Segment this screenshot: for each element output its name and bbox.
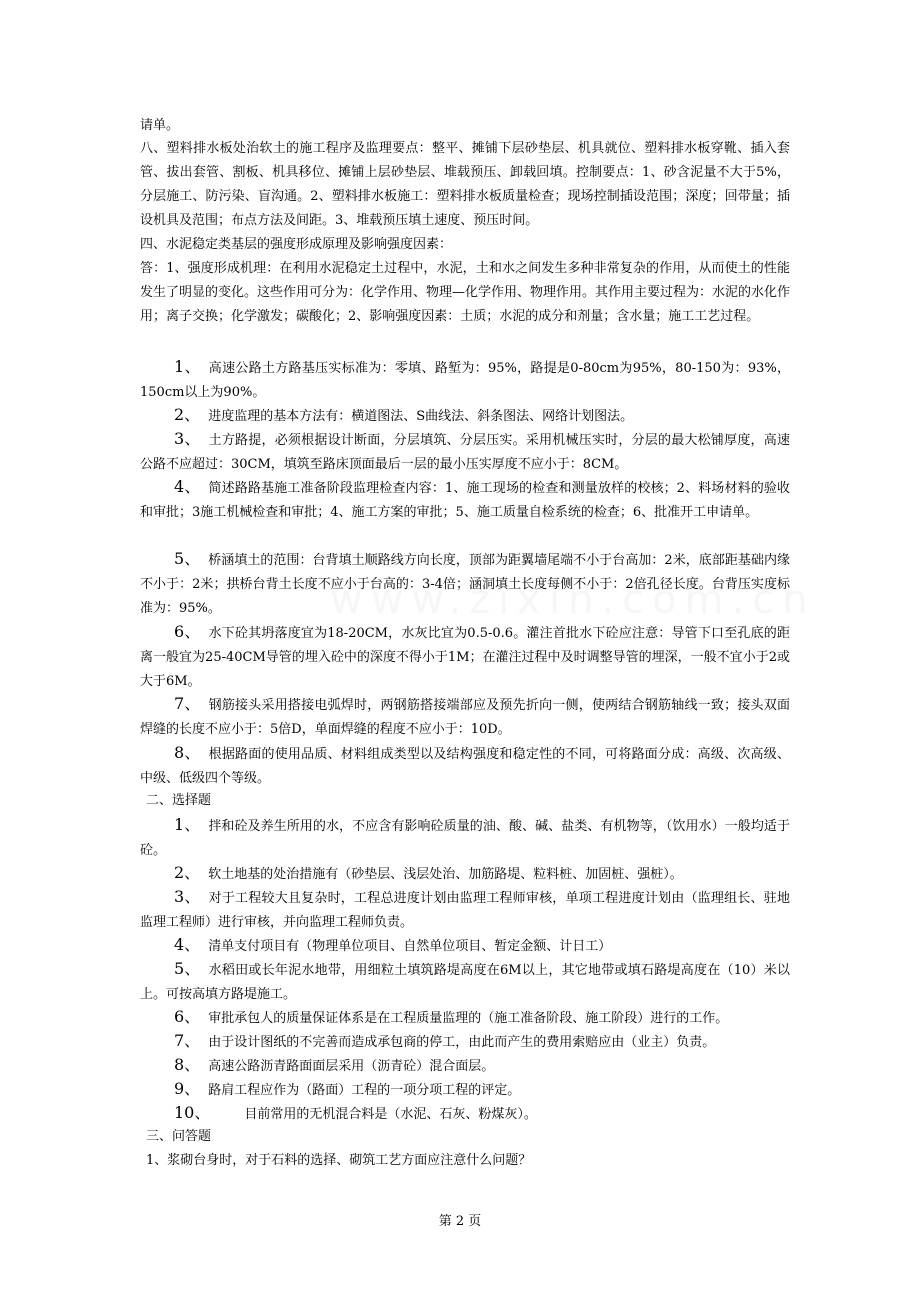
choice-item — [140, 1077, 790, 1103]
choice-item — [140, 1029, 790, 1055]
fill-item — [140, 475, 790, 525]
fill-item — [140, 620, 790, 694]
item-text: 审批承包人的质量保证体系是在工程质量监理的（施工准备阶段、施工阶段）进行的工作。 — [208, 1011, 729, 1026]
item-number: 6、 — [174, 1007, 201, 1026]
item-text: 目前常用的无机混合料是（水泥、石灰、粉煤灰）。 — [244, 1107, 537, 1122]
fill-item — [140, 427, 790, 477]
fill-item — [140, 355, 790, 405]
fill-item — [140, 403, 790, 429]
item-number: 10、 — [174, 1103, 211, 1122]
section-heading-choice: 二、选择题 — [146, 793, 212, 808]
item-text: 拌和砼及养生所用的水，不应含有影响砼质量的油、酸、碱、盐类、有机物等，（饮用水）一般均适于砼。 — [140, 819, 790, 858]
item-number: 9、 — [174, 1079, 201, 1098]
choice-item — [140, 1101, 790, 1127]
item-text: 根据路面的使用品质、材料组成类型以及结构强度和稳定性的不同，可将路面分成：高级、次高级、中级、低级四个等级。 — [140, 747, 790, 786]
intro-heading-4: 四、水泥稳定类基层的强度形成原理及影响强度因素： — [140, 237, 453, 252]
item-text: 由于设计图纸的不完善而造成承包商的停工，由此而产生的费用索赔应由（业主）负责。 — [208, 1035, 716, 1050]
item-number: 8、 — [174, 743, 201, 762]
item-number: 1、 — [174, 815, 201, 834]
fill-item — [140, 547, 790, 621]
choice-item — [140, 885, 790, 935]
item-text: 钢筋接头采用搭接电弧焊时，两钢筋搭接端部应及预先折向一侧，使两结合钢筋轴线一致；接头双面焊缝的长度不应小于：5倍D，单面焊缝的程度不应小于：10D。 — [140, 698, 790, 737]
item-text: 软土地基的处治措施有（砂垫层、浅层处治、加筋路堤、粒料桩、加固桩、强桩）。 — [208, 867, 683, 882]
item-text: 高速公路沥青路面面层采用（沥青砼）混合面层。 — [208, 1059, 495, 1074]
choice-item — [140, 933, 790, 959]
intro-answer: 答：1、强度形成机理：在利用水泥稳定土过程中，水泥，土和水之间发生多种非常复杂的作用，从而使土的性能发生了明显的变化。这些作用可分为：化学作用、物理—化学作用、物理作用。其作用主要过程为：水泥的水化作用；离子交换；化学激发；碳酸化；2、影响强度因素：土质；水泥的成分和剂量；含水量；施工工艺过程。 — [140, 261, 791, 324]
item-number: 5、 — [174, 549, 201, 568]
choice-item — [140, 1053, 790, 1079]
item-text: 水下砼其坍落度宜为18-20CM，水灰比宜为0.5-0.6。灌注首批水下砼应注意：导管下口至孔底的距离一般宜为25-40CM导管的埋入砼中的深度不得小于1M；在灌注过程中及时调整导管的埋深，一般不宜小于2或大于6M。 — [140, 626, 790, 689]
item-text: 桥涵填土的范围：台背填土顺路线方向长度，顶部为距翼墙尾端不小于台高加：2米，底部距基础内缘不小于：2米；拱桥台背土长度不应小于台高的：3-4倍；涵洞填土长度每侧不小于：2倍孔径长度。台背压实度标准为：95%。 — [140, 553, 790, 616]
qa-item: 1、浆砌台身时，对于石料的选择、砌筑工艺方面应注意什么问题？ — [146, 1153, 532, 1168]
item-text: 进度监理的基本方法有：横道图法、S曲线法、斜条图法、网络计划图法。 — [208, 409, 634, 424]
fill-item — [140, 692, 790, 742]
item-number: 3、 — [174, 887, 201, 906]
item-number: 1、 — [174, 357, 201, 376]
item-number: 8、 — [174, 1055, 201, 1074]
item-text: 土方路提，必须根据设计断面，分层填筑、分层压实。采用机械压实时，分层的最大松铺厚度，高速公路不应超过：30CM，填筑至路床顶面最后一层的最小压实厚度不应小于：8CM。 — [140, 433, 790, 472]
item-number: 4、 — [174, 935, 201, 954]
item-text: 高速公路土方路基压实标准为：零填、路堑为：95%，路提是0-80cm为95%，80-150为：93%，150cm以上为90%。 — [140, 361, 791, 400]
item-text: 路肩工程应作为（路面）工程的一项分项工程的评定。 — [208, 1083, 521, 1098]
item-number: 7、 — [174, 694, 201, 713]
item-number: 7、 — [174, 1031, 201, 1050]
choice-item — [140, 1005, 790, 1031]
item-number: 3、 — [174, 429, 201, 448]
item-text: 对于工程较大且复杂时，工程总进度计划由监理工程师审核，单项工程进度计划由（监理组长、驻地监理工程师）进行审核，并向监理工程师负责。 — [140, 891, 790, 930]
section-heading-qa: 三、问答题 — [146, 1129, 212, 1144]
choice-item — [140, 861, 790, 887]
choice-item — [140, 957, 790, 1007]
item-number: 6、 — [174, 622, 201, 641]
item-text: 清单支付项目有（物理单位项目、自然单位项目、暂定金额、计日工） — [208, 939, 612, 954]
item-number: 5、 — [174, 959, 201, 978]
item-text: 简述路路基施工准备阶段监理检查内容：1、施工现场的检查和测量放样的校核；2、料场材料的验收和审批；3施工机械检查和审批；4、施工方案的审批；5、施工质量自检系统的检查；6、批准开工申请单。 — [140, 481, 790, 520]
item-number: 4、 — [174, 477, 201, 496]
item-number: 2、 — [174, 863, 201, 882]
intro-paragraph-8: 八、塑料排水板处治软土的施工程序及监理要点：整平、摊铺下层砂垫层、机具就位、塑料排水板穿靴、插入套管、拔出套管、割板、机具移位、摊铺上层砂垫层、堆载预压、卸载回填。控制要点：1、砂含泥量不大于5%，分层施工、防污染、盲沟通。2、塑料排水板施工：塑料排水板质量检查；现场控制插设范围；深度；回带量；插设机具及范围；布点方法及间距。3、堆载预压填土速度、预压时间。 — [140, 141, 790, 228]
item-number: 2、 — [174, 405, 201, 424]
choice-item — [140, 813, 790, 863]
fill-item — [140, 741, 790, 791]
intro-line-1: 请单。 — [140, 118, 180, 133]
page-number: 第 2 页 — [438, 1214, 482, 1229]
item-text: 水稻田或长年泥水地带，用细粒土填筑路堤高度在6M以上，其它地带或填石路堤高度在（10）米以上。可按高填方路堤施工。 — [140, 963, 790, 1002]
